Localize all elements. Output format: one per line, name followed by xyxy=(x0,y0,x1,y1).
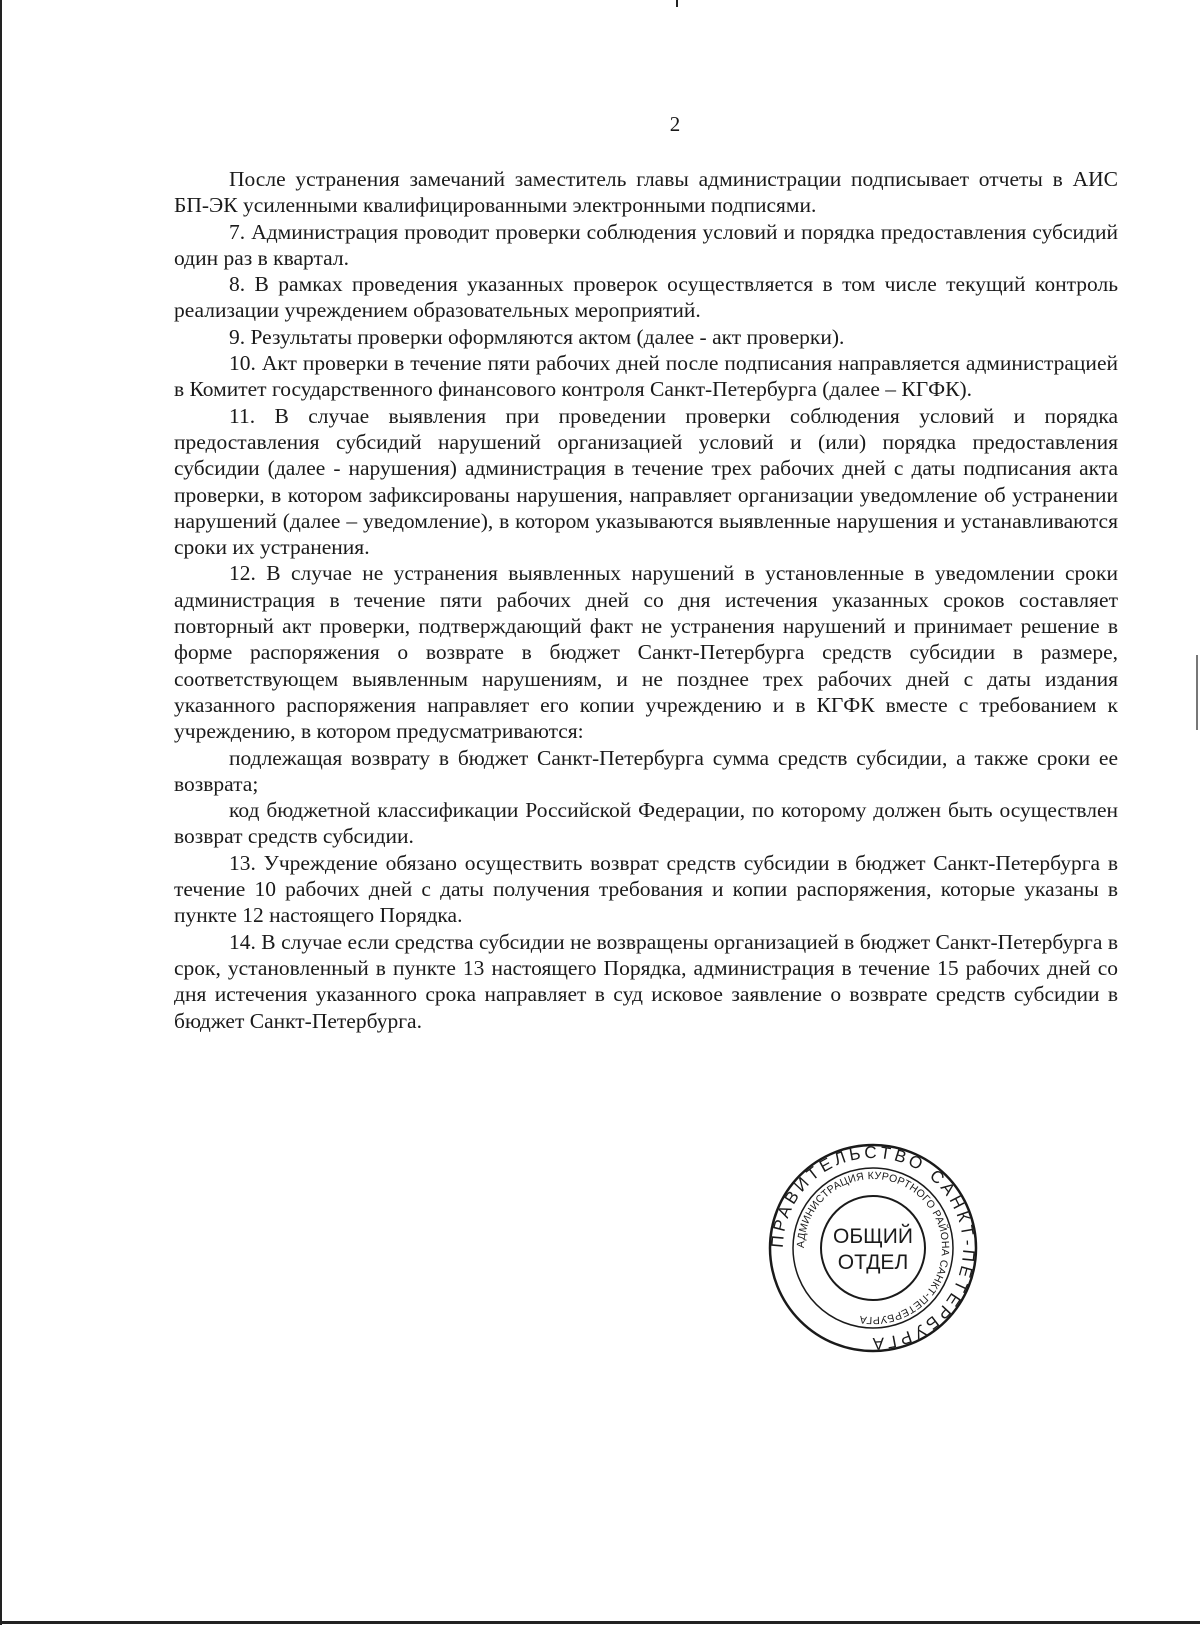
page-number: 2 xyxy=(669,112,681,136)
scan-border-bottom xyxy=(0,1621,1200,1624)
paragraph: 10. Акт проверки в течение пяти рабочих дней после подписания направляется администрацией в Комитет государственного финансового контроля Санкт-Петербурга (далее – КГФК). xyxy=(174,351,1118,402)
seal-middle-circle xyxy=(793,1168,953,1328)
paragraph: подлежащая возврату в бюджет Санкт-Петербурга сумма средств субсидии, а также сроки ее возврата; xyxy=(174,745,1118,796)
paragraph: 7. Администрация проводит проверки соблюдения условий и порядка предоставления субсидий один раз в квартал. xyxy=(174,219,1118,270)
scan-mark-top xyxy=(676,0,678,7)
paragraph: 13. Учреждение обязано осуществить возврат средств субсидии в бюджет Санкт-Петербурга в течение 10 рабочих дней с даты получения требования и копии распоряжения, которые указаны в пункте 12 настоящего Порядка. xyxy=(174,850,1118,928)
paragraph: код бюджетной классификации Российской Федерации, по которому должен быть осуществлен возврат средств субсидии. xyxy=(174,798,1118,849)
paragraph: 11. В случае выявления при проведении проверки соблюдения условий и порядка предоставления субсидий нарушений организацией условий и (или) порядка предоставления субсидии (далее - нарушения) администрация в течение трех рабочих дней с даты подписания акта проверки, в котором зафиксированы нарушения, направляет организации уведомление об устранении нарушений (далее – уведомление), в котором указываются выявленные нарушения и устанавливаются сроки их устранения. xyxy=(174,403,1118,560)
paragraph: 14. В случае если средства субсидии не возвращены организацией в бюджет Санкт-Петербурга в срок, установленный в пункте 13 настоящего Порядка, администрация в течение 15 рабочих дней со дня истечения указанного срока направляет в суд исковое заявление о возврате средств субсидии в бюджет Санкт-Петербурга. xyxy=(174,929,1118,1033)
paragraph: 8. В рамках проведения указанных проверок осуществляется в том числе текущий контроль реализации учреждением образовательных мероприятий. xyxy=(174,272,1118,323)
document-body xyxy=(174,166,1118,1034)
seal-center-line1: ОБЩИЙ xyxy=(833,1225,913,1248)
paragraph: 12. В случае не устранения выявленных нарушений в установленные в уведомлении сроки администрация в течение пяти рабочих дней со дня истечения указанных сроков составляет повторный акт проверки, подтверждающий факт не устранения нарушений и принимает решение в форме распоряжения о возврате в бюджет Санкт-Петербурга средств субсидии в размере, соответствующем выявленным нарушениям, и не позднее трех рабочих дней с даты издания указанного распоряжения направляет его копии учреждению и в КГФК вместе с требованием к учреждению, в котором предусматриваются: xyxy=(174,561,1118,744)
paragraph: 9. Результаты проверки оформляются актом (далее - акт проверки). xyxy=(229,324,845,349)
scan-border-left xyxy=(0,0,2,1625)
seal-outer-text: ПРАВИТЕЛЬСТВО САНКТ-ПЕТЕРБУРГА xyxy=(768,1143,978,1353)
seal-center-line2: ОТДЕЛ xyxy=(837,1251,909,1274)
seal-inner-circle xyxy=(821,1196,925,1300)
seal-inner-text: АДМИНИСТРАЦИЯ КУРОРТНОГО РАЙОНА САНКТ-ПЕТЕРБУРГА xyxy=(794,1169,952,1327)
paragraph: После устранения замечаний заместитель главы администрации подписывает отчеты в АИС БП-ЭК усиленными квалифицированными электронными подписями. xyxy=(174,167,1118,218)
scan-mark-right xyxy=(1196,655,1198,730)
official-seal-stamp xyxy=(768,1143,978,1353)
